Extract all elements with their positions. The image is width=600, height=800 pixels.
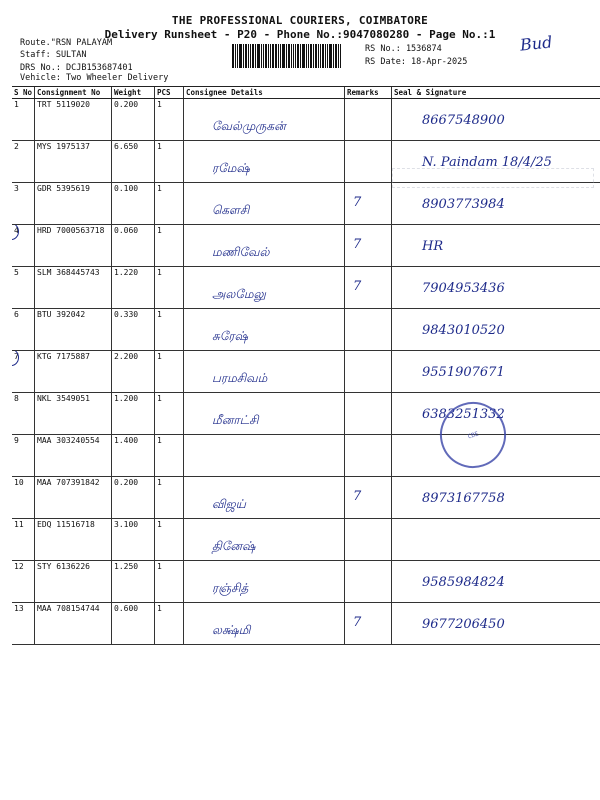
row-sno: 9 bbox=[14, 436, 19, 445]
faint-stamp-box bbox=[392, 168, 594, 188]
row-consignment-no: MAA 707391842 bbox=[37, 478, 100, 487]
row-signature: 9843010520 bbox=[422, 323, 505, 338]
row-sno: 6 bbox=[14, 310, 19, 319]
table-row bbox=[12, 267, 600, 309]
row-weight: 0.330 bbox=[114, 310, 139, 319]
drs-number: DRS No.: DCJB153687401 bbox=[20, 63, 133, 73]
row-pcs: 1 bbox=[157, 184, 162, 193]
row-consignee: கௌசி bbox=[212, 203, 250, 217]
row-weight: 1.220 bbox=[114, 268, 139, 277]
row-weight: 0.100 bbox=[114, 184, 139, 193]
row-consignee: விஜய் bbox=[212, 497, 246, 511]
row-pcs: 1 bbox=[157, 394, 162, 403]
row-pcs: 1 bbox=[157, 100, 162, 109]
row-weight: 0.060 bbox=[114, 226, 139, 235]
row-consignee: வேல்முருகன் bbox=[212, 119, 286, 133]
row-sno: 11 bbox=[14, 520, 24, 529]
row-consignment-no: MAA 303240554 bbox=[37, 436, 100, 445]
row-signature: 8667548900 bbox=[422, 113, 505, 128]
row-sno: 3 bbox=[14, 184, 19, 193]
table-row bbox=[12, 309, 600, 351]
row-sno: 8 bbox=[14, 394, 19, 403]
row-remarks: 7 bbox=[353, 279, 362, 294]
row-signature: 8973167758 bbox=[422, 491, 505, 506]
rs-date: RS Date: 18-Apr-2025 bbox=[365, 57, 468, 67]
sno-circle-mark bbox=[12, 225, 19, 241]
table-row bbox=[12, 99, 600, 141]
delivery-stamp: CBE bbox=[431, 393, 514, 476]
row-signature: 9585984824 bbox=[422, 575, 505, 590]
row-consignment-no: HRD 7000563718 bbox=[37, 226, 105, 235]
row-sno: 1 bbox=[14, 100, 19, 109]
row-signature: N. Paindam 18/4/25 bbox=[422, 155, 552, 170]
table-row bbox=[12, 225, 600, 267]
row-signature: 8903773984 bbox=[422, 197, 505, 212]
row-weight: 1.400 bbox=[114, 436, 139, 445]
col-remarks: Remarks bbox=[345, 87, 392, 99]
route-label: Route."RSN PALAYAM bbox=[20, 38, 113, 48]
table-row bbox=[12, 603, 600, 645]
row-weight: 1.200 bbox=[114, 394, 139, 403]
row-pcs: 1 bbox=[157, 352, 162, 361]
row-sno: 13 bbox=[14, 604, 24, 613]
row-pcs: 1 bbox=[157, 562, 162, 571]
row-pcs: 1 bbox=[157, 310, 162, 319]
row-consignment-no: NKL 3549051 bbox=[37, 394, 90, 403]
row-remarks: 7 bbox=[353, 237, 362, 252]
row-sno: 4 bbox=[14, 226, 19, 235]
row-signature: HR bbox=[422, 239, 444, 254]
row-consignment-no: BTU 392042 bbox=[37, 310, 86, 319]
row-consignee: ரமேஷ் bbox=[212, 161, 250, 175]
table-row bbox=[12, 183, 600, 225]
row-weight: 1.250 bbox=[114, 562, 139, 571]
row-signature: 6383251332 bbox=[422, 407, 505, 422]
row-consignment-no: KTG 7175887 bbox=[37, 352, 90, 361]
row-consignment-no: SLM 368445743 bbox=[37, 268, 100, 277]
row-weight: 6.650 bbox=[114, 142, 139, 151]
row-consignment-no: GDR 5395619 bbox=[37, 184, 90, 193]
row-pcs: 1 bbox=[157, 520, 162, 529]
row-pcs: 1 bbox=[157, 226, 162, 235]
row-sno: 12 bbox=[14, 562, 24, 571]
row-sno: 5 bbox=[14, 268, 19, 277]
col-sno: S No bbox=[12, 87, 35, 99]
sno-circle-mark bbox=[12, 351, 19, 367]
row-consignee: லக்ஷ்மி bbox=[212, 623, 251, 637]
vehicle-label: Vehicle: Two Wheeler Delivery bbox=[20, 73, 169, 83]
staff-label: Staff: SULTAN bbox=[20, 50, 87, 60]
row-consignee: ரஞ்சித் bbox=[212, 581, 249, 595]
runsheet-subtitle: Delivery Runsheet - P20 - Phone No.:9047080280 - Page No.:1 bbox=[104, 28, 496, 41]
row-consignment-no: TRT 5119020 bbox=[37, 100, 90, 109]
row-sno: 2 bbox=[14, 142, 19, 151]
row-pcs: 1 bbox=[157, 436, 162, 445]
row-consignment-no: MYS 1975137 bbox=[37, 142, 90, 151]
row-weight: 0.200 bbox=[114, 478, 139, 487]
row-weight: 3.100 bbox=[114, 520, 139, 529]
row-pcs: 1 bbox=[157, 268, 162, 277]
col-weight: Weight bbox=[112, 87, 155, 99]
table-row bbox=[12, 435, 600, 477]
row-consignee: மணிவேல் bbox=[212, 245, 270, 259]
row-signature: 9551907671 bbox=[422, 365, 505, 380]
row-remarks: 7 bbox=[353, 615, 362, 630]
row-consignee: சுரேஷ் bbox=[212, 329, 248, 343]
row-remarks: 7 bbox=[353, 489, 362, 504]
row-sno: 10 bbox=[14, 478, 24, 487]
table-header-row bbox=[12, 87, 600, 99]
row-consignee: அலமேலு bbox=[212, 287, 266, 301]
row-consignment-no: EDQ 11516718 bbox=[37, 520, 95, 529]
row-consignment-no: MAA 708154744 bbox=[37, 604, 100, 613]
table-row bbox=[12, 477, 600, 519]
row-pcs: 1 bbox=[157, 478, 162, 487]
handwritten-note: Bud bbox=[519, 32, 554, 55]
row-sno: 7 bbox=[14, 352, 19, 361]
row-weight: 0.600 bbox=[114, 604, 139, 613]
row-pcs: 1 bbox=[157, 142, 162, 151]
row-consignee: பரமசிவம் bbox=[212, 371, 268, 385]
table-row bbox=[12, 561, 600, 603]
col-signature: Seal & Signature bbox=[392, 87, 600, 99]
col-pcs: PCS bbox=[155, 87, 184, 99]
row-consignment-no: STY 6136226 bbox=[37, 562, 90, 571]
col-consignee: Consignee Details bbox=[184, 87, 345, 99]
table-row bbox=[12, 519, 600, 561]
row-signature: 9677206450 bbox=[422, 617, 505, 632]
row-consignee: தினேஷ் bbox=[212, 539, 256, 553]
row-weight: 0.200 bbox=[114, 100, 139, 109]
row-consignee: மீனாட்சி bbox=[212, 413, 259, 427]
barcode bbox=[232, 44, 350, 68]
row-remarks: 7 bbox=[353, 195, 362, 210]
row-signature: 7904953436 bbox=[422, 281, 505, 296]
rs-number: RS No.: 1536874 bbox=[365, 44, 442, 54]
page-title: THE PROFESSIONAL COURIERS, COIMBATORE bbox=[171, 14, 429, 27]
table-row bbox=[12, 393, 600, 435]
table-row bbox=[12, 351, 600, 393]
row-weight: 2.200 bbox=[114, 352, 139, 361]
col-consignment: Consignment No bbox=[35, 87, 112, 99]
row-pcs: 1 bbox=[157, 604, 162, 613]
